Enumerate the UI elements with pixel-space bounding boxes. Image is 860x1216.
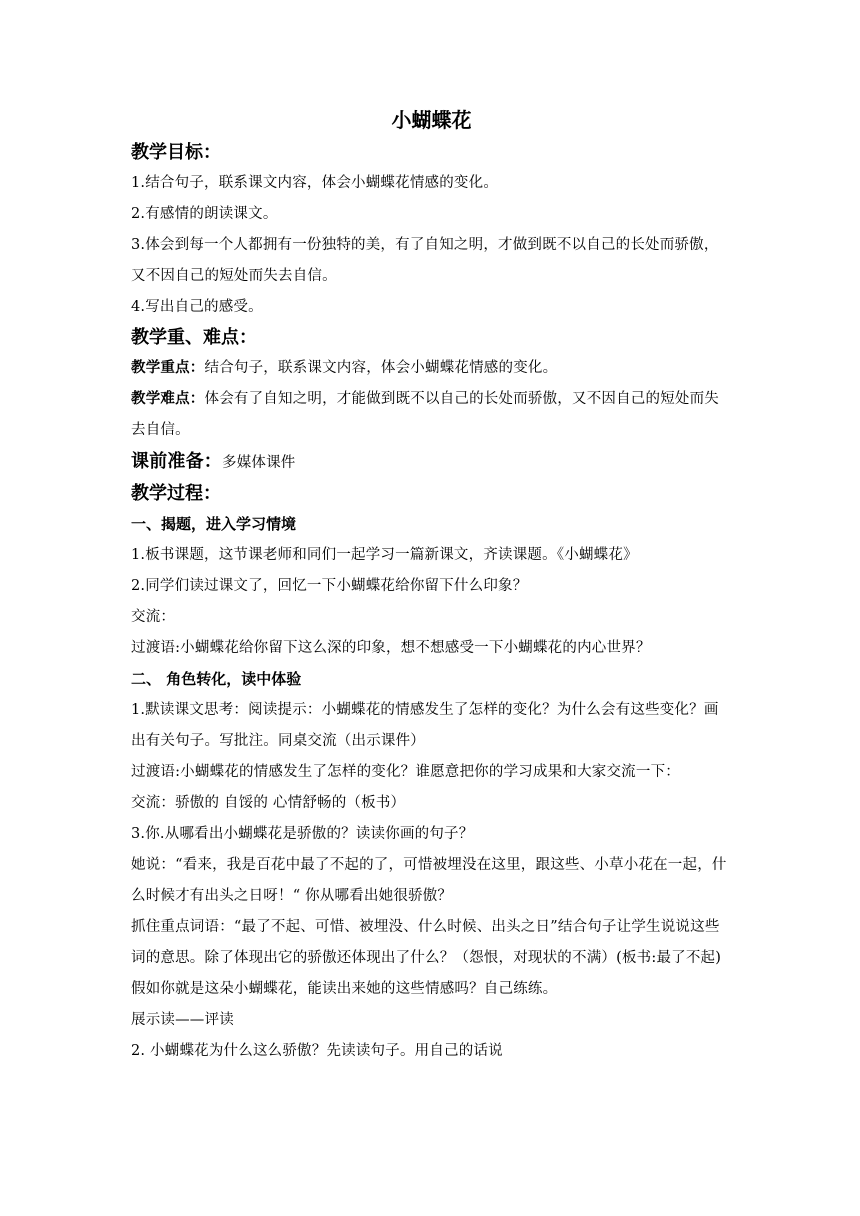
paragraph: 她说：“看来，我是百花中最了不起的了，可惜被埋没在这里，跟这些、小草小花在一起，什么时候才有出头之日呀！“ 你从哪看出她很骄傲？ bbox=[131, 857, 727, 904]
paragraph: 2. 小蝴蝶花为什么这么骄傲？先读读句子。用自己的话说 bbox=[131, 1043, 503, 1059]
preparation bbox=[131, 446, 732, 479]
objective-item: 4.写出自己的感受。 bbox=[131, 299, 263, 315]
paragraph: 交流：骄傲的 自馁的 心情舒畅的（板书） bbox=[131, 795, 406, 811]
section1-heading: 一、揭题，进入学习情境 bbox=[131, 515, 297, 533]
objective-item: 2.有感情的朗读课文。 bbox=[131, 206, 278, 222]
difficult-point bbox=[131, 384, 732, 446]
objective-item: 3.体会到每一个人都拥有一份独特的美，有了自知之明，才做到既不以自己的长处而骄傲，又不因自己的短处而失去自信。 bbox=[131, 237, 719, 284]
paragraph: 过渡语:小蝴蝶花给你留下这么深的印象，想不想感受一下小蝴蝶花的内心世界？ bbox=[131, 640, 651, 656]
process-heading: 教学过程： bbox=[131, 483, 221, 504]
paragraph: 1.板书课题，这节课老师和同们一起学习一篇新课文，齐读课题。《小蝴蝶花》 bbox=[131, 547, 638, 563]
paragraph: 交流： bbox=[131, 609, 176, 625]
objectives-heading: 教学目标： bbox=[131, 142, 221, 163]
document-title: 小蝴蝶花 bbox=[391, 108, 472, 132]
paragraph: 展示读——评读 bbox=[131, 1012, 234, 1028]
paragraph: 3.你.从哪看出小蝴蝶花是骄傲的？读读你画的句子？ bbox=[131, 826, 474, 842]
paragraph: 抓住重点词语：“最了不起、可惜、被埋没、什么时候、出头之日”结合句子让学生说说这些词的意思。除了体现出它的骄傲还体现出了什么？（怨恨，对现状的不满）(板书:最了不起) bbox=[131, 919, 722, 966]
paragraph: 1.默读课文思考：阅读提示：小蝴蝶花的情感发生了怎样的变化？为什么会有这些变化？画出有关句子。写批注。同桌交流（出示课件） bbox=[131, 702, 719, 749]
key-point-text: 结合句子，联系课文内容，体会小蝴蝶花情感的变化。 bbox=[204, 360, 558, 376]
prep-text: 多媒体课件 bbox=[222, 455, 296, 471]
prep-heading: 课前准备： bbox=[131, 451, 222, 472]
paragraph: 过渡语:小蝴蝶花的情感发生了怎样的变化？谁愿意把你的学习成果和大家交流一下： bbox=[131, 764, 680, 780]
paragraph: 假如你就是这朵小蝴蝶花，能读出来她的这些情感吗？自己练练。 bbox=[131, 981, 558, 997]
key-point bbox=[131, 353, 732, 384]
section2-heading: 二、 角色转化，读中体验 bbox=[131, 670, 302, 688]
difficult-point-text: 体会有了自知之明，才能做到既不以自己的长处而骄傲，又不因自己的短处而失去自信。 bbox=[131, 391, 719, 438]
keypoints-heading: 教学重、难点： bbox=[131, 327, 257, 348]
paragraph: 2.同学们读过课文了，回忆一下小蝴蝶花给你留下什么印象？ bbox=[131, 578, 528, 594]
difficult-point-label: 教学难点： bbox=[131, 391, 205, 407]
key-point-label: 教学重点： bbox=[131, 360, 205, 376]
objective-item: 1.结合句子，联系课文内容，体会小蝴蝶花情感的变化。 bbox=[131, 175, 499, 191]
